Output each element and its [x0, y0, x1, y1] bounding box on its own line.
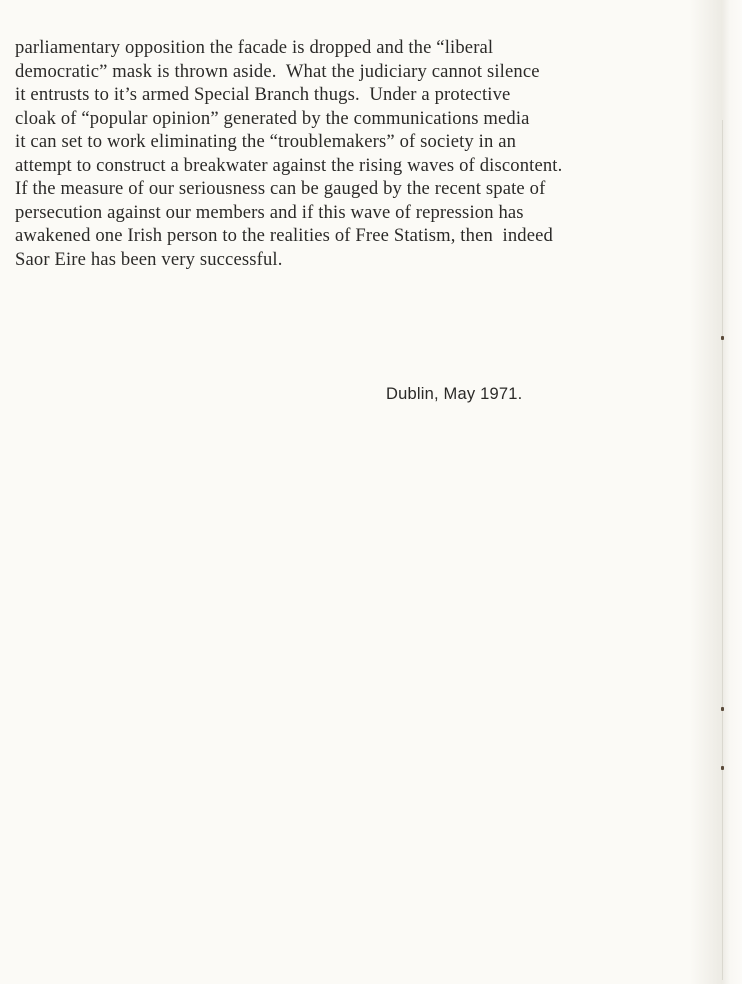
staple-mark	[721, 766, 724, 770]
place-date-signature: Dublin, May 1971.	[386, 385, 523, 403]
text-line: parliamentary opposition the facade is dropped and the “liberal	[15, 37, 494, 58]
text-line: Saor Eire has been very successful.	[15, 248, 283, 270]
page-fold-line	[722, 120, 723, 980]
text-line: democratic” mask is thrown aside. What the judiciary cannot silence	[15, 60, 540, 82]
staple-mark	[721, 707, 724, 711]
text-line: cloak of “popular opinion” generated by the communications media	[15, 107, 530, 129]
text-line: awakened one Irish person to the realities of Free Statism, then indeed	[15, 225, 553, 246]
text-line: it entrusts to it’s armed Special Branch thugs. Under a protective	[15, 84, 511, 105]
text-line: If the measure of our seriousness can be gauged by the recent spate of	[15, 178, 546, 199]
text-line: persecution against our members and if this wave of repression has	[15, 201, 524, 223]
body-paragraph	[15, 36, 695, 271]
staple-mark	[721, 336, 724, 340]
text-line: attempt to construct a breakwater against the rising waves of discontent.	[15, 154, 563, 176]
text-line: it can set to work eliminating the “troublemakers” of society in an	[15, 131, 517, 152]
